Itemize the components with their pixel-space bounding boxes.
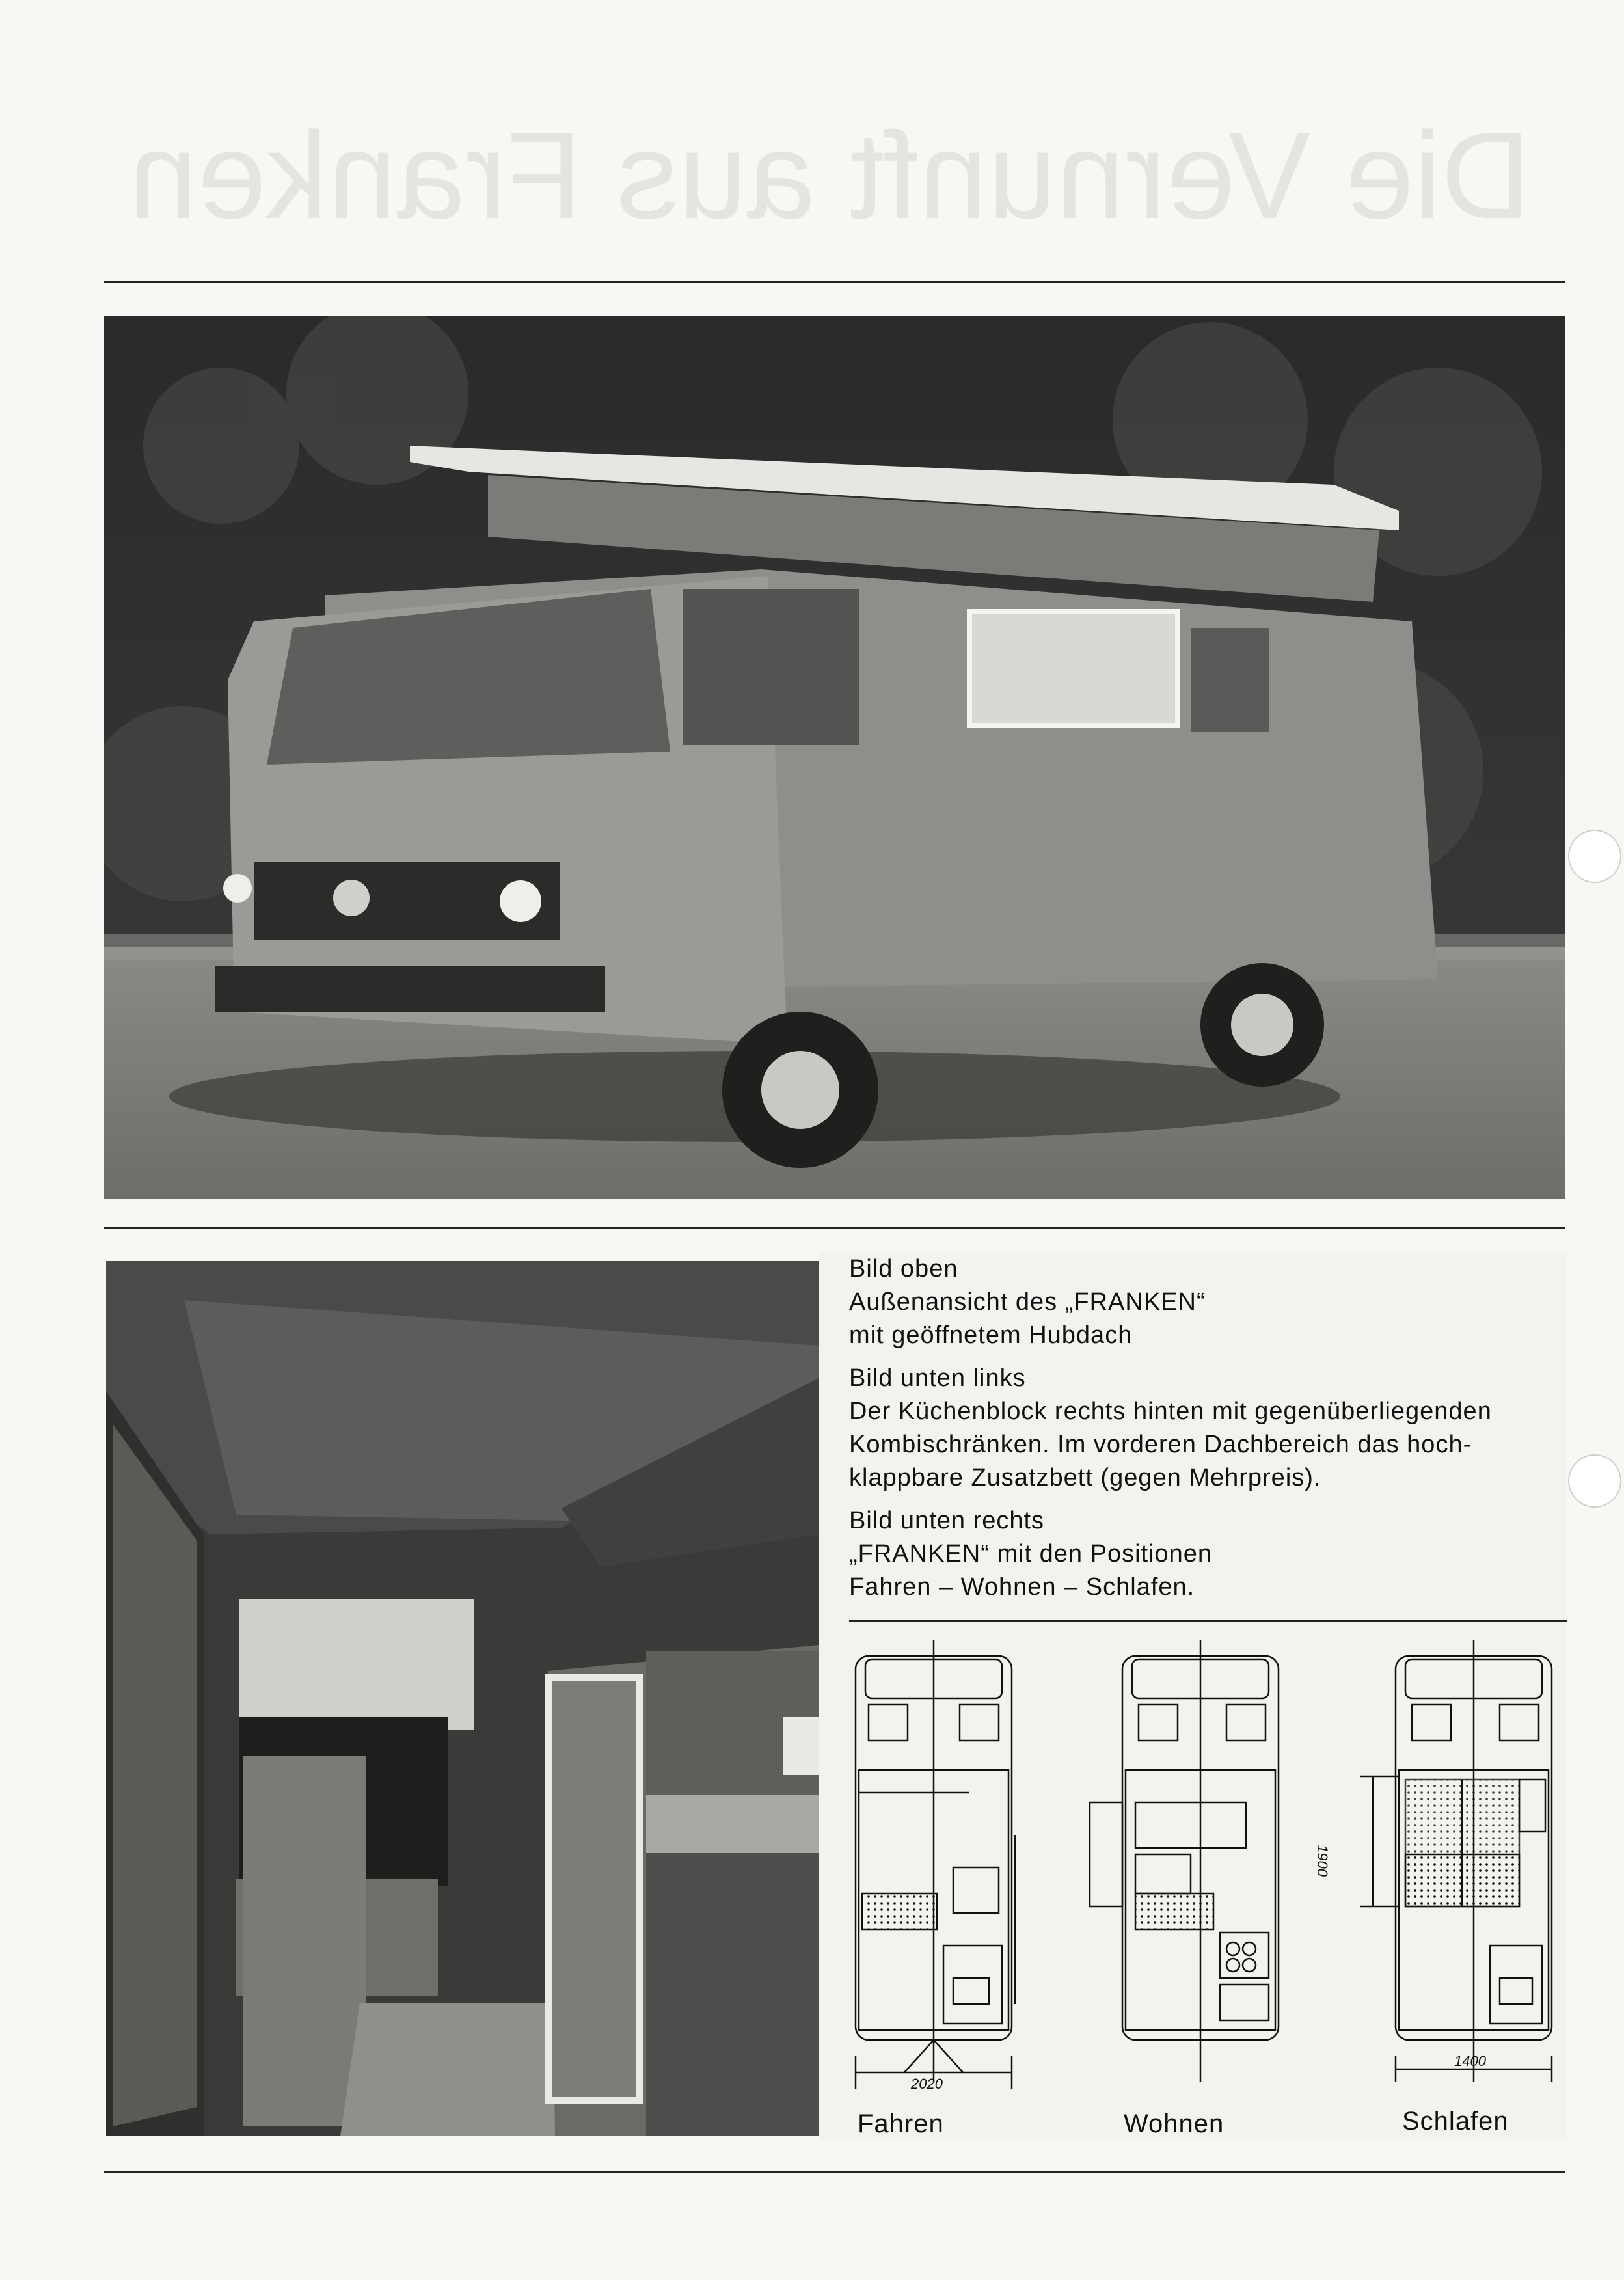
punch-hole-upper (1568, 830, 1621, 883)
ghost-title: Die Vernunft aus Franken (128, 107, 1531, 245)
caption-heading-left: Bild unten links (849, 1364, 1026, 1392)
caption-right-line-1: „FRANKEN“ mit den Positionen (849, 1540, 1213, 1568)
label-wohnen: Wohnen (1124, 2110, 1225, 2138)
middle-rule (104, 1227, 1565, 1229)
caption-left-line-1: Der Küchenblock rechts hinten mit gegenüberliegenden (849, 1398, 1492, 1425)
label-schlafen: Schlafen (1402, 2107, 1509, 2136)
caption-heading-right: Bild unten rechts (849, 1507, 1045, 1534)
caption-left-line-2: Kombischränken. Im vorderen Dachbereich das hoch- (849, 1431, 1472, 1458)
top-rule (104, 281, 1565, 283)
caption-top-line-1: Außenansicht des „FRANKEN“ (849, 1288, 1206, 1316)
plan-schlafen (1360, 1640, 1552, 2082)
caption-rule (849, 1620, 1567, 1622)
punch-hole-lower (1568, 1454, 1621, 1508)
plan-fahren (856, 1640, 1015, 2089)
dimension-1400: 1400 (1454, 2053, 1486, 2069)
caption-right-line-2: Fahren – Wohnen – Schlafen. (849, 1573, 1195, 1601)
floor-plans (839, 1640, 1562, 2115)
caption-heading-top: Bild oben (849, 1255, 958, 1282)
label-fahren: Fahren (858, 2110, 944, 2138)
interior-photo (106, 1261, 819, 2136)
caption-left-line-3: klappbare Zusatzbett (gegen Mehrpreis). (849, 1464, 1321, 1491)
bottom-rule (104, 2171, 1565, 2173)
dimension-1900: 1900 (1314, 1845, 1331, 1877)
dimension-2020: 2020 (911, 2076, 943, 2092)
caption-top-line-2: mit geöffnetem Hubdach (849, 1322, 1133, 1349)
exterior-photo (104, 316, 1565, 1199)
plan-wohnen (1090, 1640, 1279, 2082)
